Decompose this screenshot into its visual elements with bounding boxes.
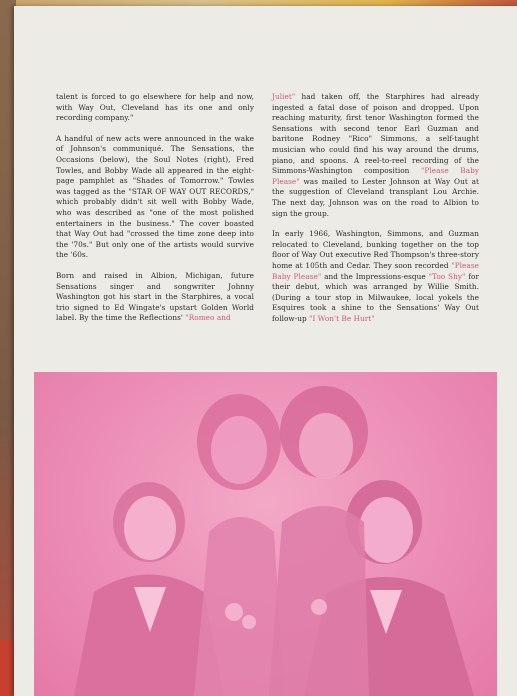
song-title: "Too Shy" [428, 271, 466, 281]
article-column-right [272, 92, 479, 334]
song-title: "I Won't Be Hurt" [309, 313, 375, 323]
song-title: "Please Baby Please" [272, 260, 479, 281]
text-run: A handful of new acts were announced in the wake of Johnson's communiqué. The Sensations, the Occasions (below), the Soul Notes (right), Fred Towles, and Bobby Wade all appeared in the eight-page pamphlet as "Shades of Tomorrow." Towles was tagged as the "STAR OF WAY OUT RECORDS," which probably didn't sit well with Bobby Wade, who was described as "one of the most polished entertainers in the business." The cover boasted that Way Out had "crossed the time zone deep into the '70s." But only one of the artists would survive the '60s. [56, 133, 254, 260]
text-run: Born and raised in Albion, Michigan, future Sensations singer and songwriter Johnny Washington got his start in the Starphires, a vocal trio signed to Ed Wingate's upstart Golden World label. By the time the Reflections' [56, 270, 254, 323]
paragraph [56, 92, 254, 124]
text-run: In early 1966, Washington, Simmons, and Guzman relocated to Cleveland, bunking together on the top floor of Way Out executive Red Thompson's three-story home at 105th and Cedar. They soon recorded [272, 229, 480, 270]
song-title: "Please Baby Please" [272, 166, 479, 186]
paragraph [56, 134, 254, 261]
text-run: talent is forced to go elsewhere for help and now, with Way Out, Cleveland has its one and only recording company." [56, 92, 254, 123]
song-title: Juliet" [272, 92, 296, 101]
text-run: had taken off, the Starphires had already ingested a fatal dose of poison and dropped. Upon reaching maturity, first tenor Washington formed the Sensations with second tenor Earl Guzman and baritone Rodney "Rico" Simmons, a self-taught musician who could find his way around the drums, piano, and spoons. A reel-to-reel recording of the Simmons-Washington composition [272, 92, 479, 176]
paragraph [272, 229, 479, 324]
text-run: was mailed to Lester Johnson at Way Out at the suggestion of Cleveland transplant Lou Archie. The next day, Johnson was on the road to Albion to sign the group. [272, 176, 479, 218]
article-column-left [56, 92, 254, 334]
paragraph [272, 92, 479, 219]
text-run: for their debut, which was arranged by Willie Smith. (During a tour stop in Milwaukee, local yokels the Esquires took a shine to the Sensations' Way Out follow-up [272, 271, 479, 323]
text-run: and the Impressions-esque [321, 271, 429, 281]
paragraph [56, 271, 254, 324]
group-photo [34, 372, 497, 696]
group-photo-illustration [34, 372, 497, 696]
song-title: "Romeo and [185, 313, 231, 323]
page [14, 6, 517, 696]
